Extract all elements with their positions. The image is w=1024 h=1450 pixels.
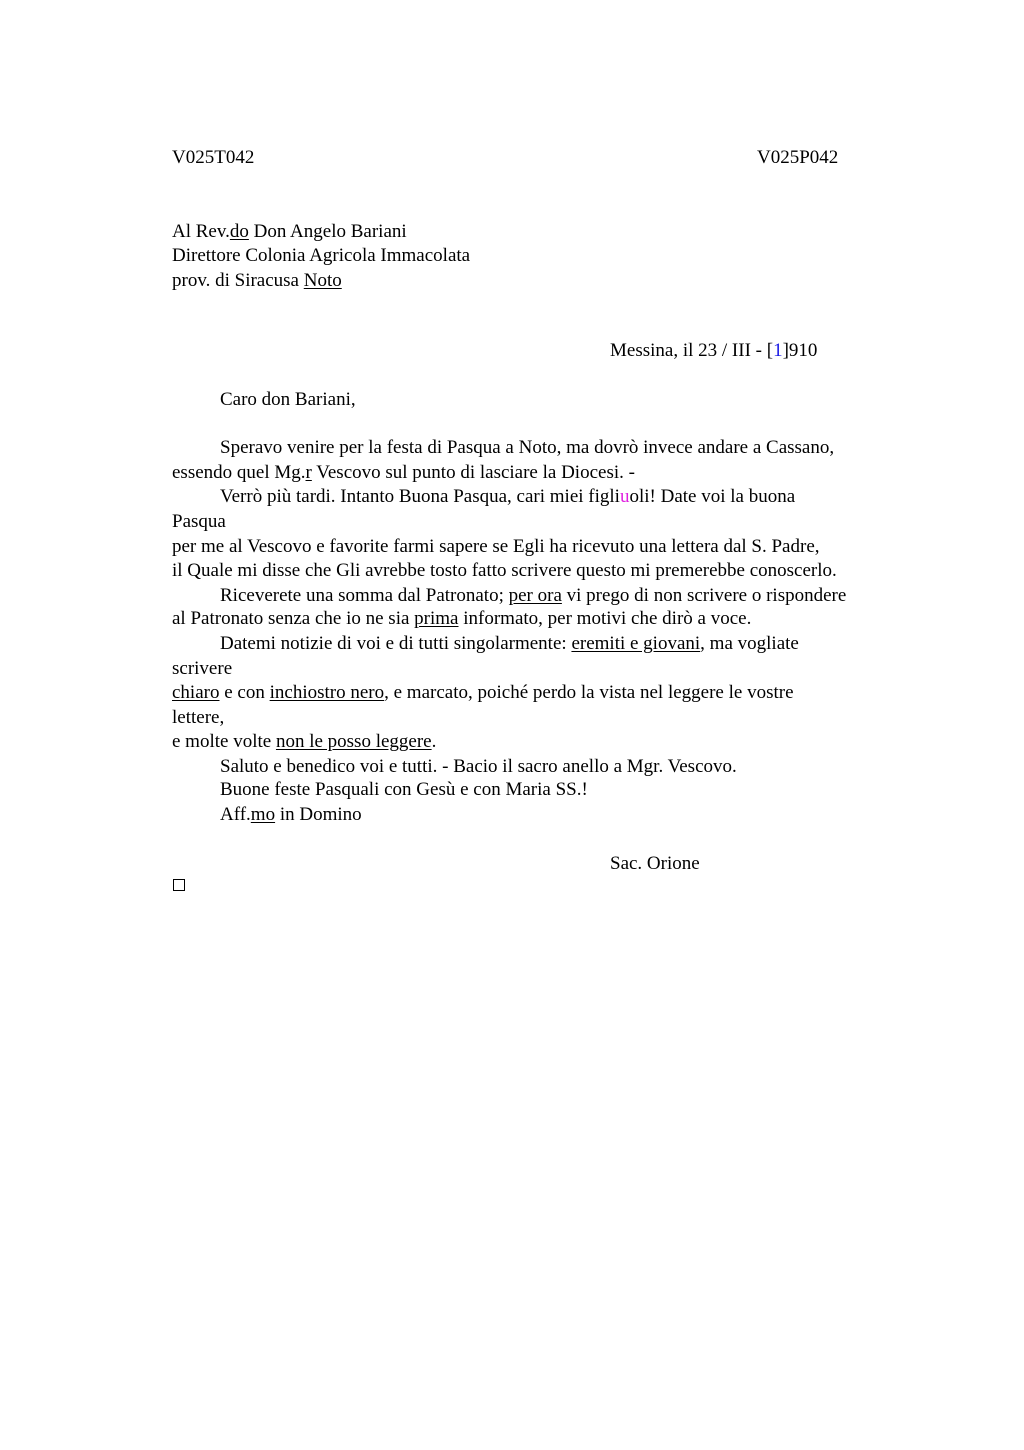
body-line: Buone feste Pasquali con Gesù e con Maria SS.! — [220, 779, 588, 800]
salutation: Caro don Bariani, — [220, 389, 356, 410]
body-line: al Patronato senza che io ne sia prima informato, per motivi che dirò a voce. — [172, 608, 752, 629]
signature: Sac. Orione — [610, 853, 700, 874]
left-code: V025T042 — [172, 147, 255, 168]
address-line-3: prov. di Siracusa Noto — [172, 270, 342, 291]
body-line: chiaro e con inchiostro nero, e marcato, poiché perdo la vista nel leggere le vostre — [172, 682, 794, 703]
checkbox-square-icon — [173, 879, 185, 891]
body-line: per me al Vescovo e favorite farmi sapere se Egli ha ricevuto una lettera dal S. Padre, — [172, 536, 820, 557]
body-line: Riceverete una somma dal Patronato; per ora vi prego di non scrivere o rispondere — [220, 585, 847, 606]
correction-mark: u — [619, 486, 630, 507]
body-line: e molte volte non le posso leggere. — [172, 731, 437, 752]
body-line: Saluto e benedico voi e tutti. - Bacio il sacro anello a Mgr. Vescovo. — [220, 756, 737, 777]
body-line: lettere, — [172, 707, 225, 728]
body-line: Verrò più tardi. Intanto Buona Pasqua, cari miei figliuoli! Date voi la buona — [220, 486, 796, 507]
right-code: V025P042 — [757, 147, 839, 168]
dateline: Messina, il 23 / III - [1]910 — [610, 340, 818, 361]
body-line: scrivere — [172, 658, 233, 679]
body-line: Speravo venire per la festa di Pasqua a Noto, ma dovrò invece andare a Cassano, — [220, 437, 835, 458]
address-line-2: Direttore Colonia Agricola Immacolata — [172, 245, 471, 266]
body-line: Pasqua — [172, 511, 226, 532]
body-line: il Quale mi disse che Gli avrebbe tosto fatto scrivere questo mi premerebbe conoscerlo. — [172, 560, 837, 581]
editorial-insert: 1 — [773, 340, 783, 361]
body-line: essendo quel Mg.r Vescovo sul punto di lasciare la Diocesi. - — [172, 462, 635, 483]
closing: Aff.mo in Domino — [220, 804, 362, 825]
address-line-1: Al Rev.do Don Angelo Bariani — [172, 221, 407, 242]
body-line: Datemi notizie di voi e di tutti singolarmente: eremiti e giovani, ma vogliate — [220, 633, 799, 654]
